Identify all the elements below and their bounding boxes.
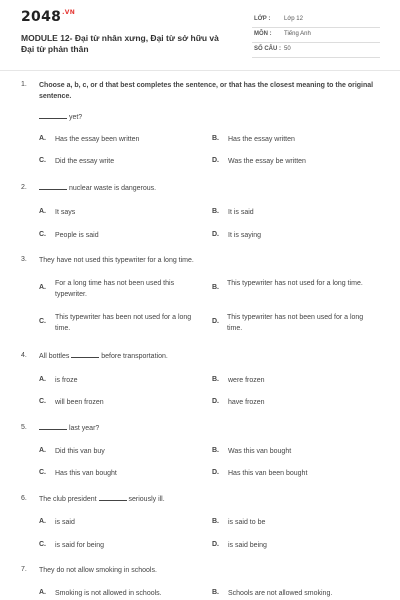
option-b-text[interactable]: It is said bbox=[228, 209, 254, 216]
site-logo: $2048^{.VN}$ bbox=[21, 9, 76, 25]
option-c-text[interactable]: Has this van bought bbox=[55, 470, 117, 477]
option-letter: D. bbox=[212, 469, 219, 476]
option-d-text[interactable]: have frozen bbox=[228, 399, 265, 406]
option-d-text[interactable]: This typewriter has not been used for a long time. bbox=[227, 314, 364, 332]
option-d-text[interactable]: Has this van been bought bbox=[228, 470, 308, 477]
option-c-text[interactable]: is said for being bbox=[55, 542, 105, 549]
option-c-text[interactable]: This typewriter has been not used for a long time. bbox=[55, 314, 192, 332]
option-a-text[interactable]: For a long time has not been used this typewriter. bbox=[55, 280, 175, 298]
option-a-text[interactable]: It says bbox=[55, 209, 76, 216]
option-letter: C. bbox=[39, 398, 46, 405]
option-c-text[interactable]: will been frozen bbox=[55, 399, 104, 406]
question-number: 6. bbox=[21, 495, 27, 502]
option-letter: A. bbox=[39, 376, 46, 383]
option-letter: C. bbox=[39, 157, 46, 164]
option-letter: B. bbox=[212, 589, 219, 596]
option-b-text[interactable]: Was this van bought bbox=[228, 448, 292, 455]
question-stem: yet? bbox=[39, 112, 82, 123]
option-b-text[interactable]: Has the essay written bbox=[228, 136, 295, 143]
option-letter: D. bbox=[212, 398, 219, 405]
option-letter: B. bbox=[212, 284, 219, 291]
option-letter: D. bbox=[212, 231, 219, 238]
option-letter: D. bbox=[212, 318, 219, 325]
option-letter: C. bbox=[39, 231, 46, 238]
question-stem: nuclear waste is dangerous. bbox=[39, 183, 156, 194]
option-b-text[interactable]: This typewriter has not used for a long time. bbox=[227, 280, 363, 287]
option-a-text[interactable]: is said bbox=[55, 519, 75, 526]
answer-blank bbox=[71, 351, 99, 358]
option-letter: A. bbox=[39, 589, 46, 596]
option-letter: C. bbox=[39, 318, 46, 325]
option-d-text[interactable]: It is saying bbox=[228, 232, 262, 239]
meta-so-cau: SỐ CÂU : 50 bbox=[252, 45, 380, 58]
header-divider bbox=[0, 70, 400, 71]
instruction-text: Choose a, b, c, or d that best completes the sentence, or that has the closest meaning to the original sentence. bbox=[39, 82, 374, 100]
question-number: 2. bbox=[21, 184, 27, 191]
option-a-text[interactable]: Has the essay been written bbox=[55, 136, 140, 143]
option-letter: A. bbox=[39, 447, 46, 454]
answer-blank bbox=[99, 494, 127, 501]
meta-lop: LỚP : Lớp 12 bbox=[252, 15, 380, 28]
option-letter: A. bbox=[39, 208, 46, 215]
question-stem: They have not used this typewriter for a long time. bbox=[39, 257, 194, 264]
option-letter: A. bbox=[39, 135, 46, 142]
option-b-text[interactable]: were frozen bbox=[228, 377, 265, 384]
question-number: 7. bbox=[21, 566, 27, 573]
option-letter: D. bbox=[212, 157, 219, 164]
option-b-text[interactable]: Schools are not allowed smoking. bbox=[228, 590, 333, 597]
option-c-text[interactable]: Did the essay write bbox=[55, 158, 115, 165]
question-stem: last year? bbox=[39, 423, 99, 434]
option-letter: D. bbox=[212, 541, 219, 548]
option-letter: B. bbox=[212, 447, 219, 454]
meta-mon: MÔN : Tiếng Anh bbox=[252, 30, 380, 43]
worksheet-header bbox=[0, 0, 400, 70]
question-number: 5. bbox=[21, 424, 27, 431]
option-d-text[interactable]: Was the essay be written bbox=[228, 158, 306, 165]
option-letter: B. bbox=[212, 518, 219, 525]
option-letter: A. bbox=[39, 284, 46, 291]
question-stem: The club president seriously ill. bbox=[39, 496, 165, 503]
answer-blank bbox=[39, 423, 67, 430]
question-number: 3. bbox=[21, 256, 27, 263]
option-a-text[interactable]: Smoking is not allowed in schools. bbox=[55, 590, 162, 597]
option-a-text[interactable]: Did this van buy bbox=[55, 448, 105, 455]
option-letter: B. bbox=[212, 376, 219, 383]
option-a-text[interactable]: is froze bbox=[55, 377, 78, 384]
question-stem: They do not allow smoking in schools. bbox=[39, 567, 157, 574]
option-letter: C. bbox=[39, 541, 46, 548]
option-c-text[interactable]: People is said bbox=[55, 232, 99, 239]
module-title: MODULE 12- Đại từ nhân xưng, Đại từ sở hữu và Đại từ phản thân bbox=[21, 33, 219, 54]
option-d-text[interactable]: is said being bbox=[228, 542, 267, 549]
option-letter: C. bbox=[39, 469, 46, 476]
option-letter: B. bbox=[212, 208, 219, 215]
question-stem: All bottles before transportation. bbox=[39, 353, 168, 360]
option-letter: B. bbox=[212, 135, 219, 142]
answer-blank bbox=[39, 112, 67, 119]
question-number: 4. bbox=[21, 352, 27, 359]
option-b-text[interactable]: is said to be bbox=[228, 519, 266, 526]
answer-blank bbox=[39, 183, 67, 190]
option-letter: A. bbox=[39, 518, 46, 525]
instruction-number: 1. bbox=[21, 81, 27, 88]
